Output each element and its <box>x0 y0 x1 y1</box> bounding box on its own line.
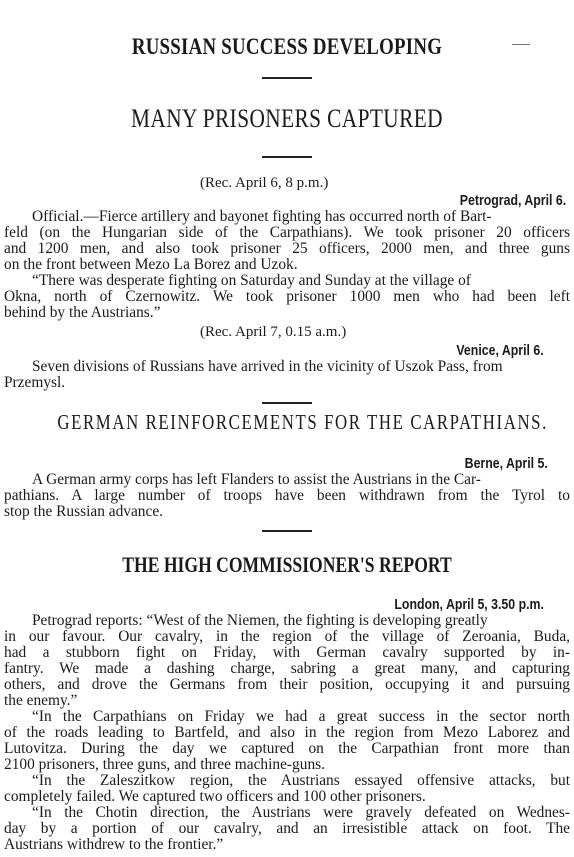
article-line: and 1200 men, and also took prisoner 25 officers, 2000 men, and three guns <box>4 241 570 257</box>
divider-rule <box>262 530 312 532</box>
headline-high-commissioner: THE HIGH COMMISSIONER'S REPORT <box>122 552 452 577</box>
dateline-berne: Berne, April 5. <box>464 456 548 472</box>
received-time-2: (Rec. April 7, 0.15 a.m.) <box>200 324 347 340</box>
dateline-venice: Venice, April 6. <box>456 343 544 359</box>
headline-many-prisoners: MANY PRISONERS CAPTURED <box>131 104 443 133</box>
article-line: Petrograd reports: “West of the Niemen, the fighting is developing greatly <box>32 613 488 629</box>
article-line: Okna, north of Czernowitz. We took prisoner 1000 men who had been left <box>4 289 570 305</box>
dateline-london: London, April 5, 3.50 p.m. <box>394 597 544 613</box>
article-line: completely failed. We captured two officers and 100 other prisoners. <box>4 789 426 805</box>
article-line: fantry. We made a dashing charge, sabring a great many, and capturing <box>4 661 570 677</box>
divider-rule <box>262 77 312 79</box>
article-line: “In the Carpathians on Friday we had a great success in the sector north <box>32 709 570 725</box>
divider-rule <box>262 402 312 404</box>
received-time-1: (Rec. April 6, 8 p.m.) <box>200 175 329 191</box>
article-line: Seven divisions of Russians have arrived in the vicinity of Uszok Pass, from <box>32 359 503 375</box>
article-line: “In the Zaleszitkow region, the Austrians essayed offensive attacks, but <box>32 773 570 789</box>
article-line: Official.—Fierce artillery and bayonet fighting has occurred north of Bart- <box>32 209 492 225</box>
headline-german-reinforcements: GERMAN REINFORCEMENTS FOR THE CARPATHIANS. <box>57 410 548 434</box>
article-line: “There was desperate fighting on Saturday and Sunday at the village of <box>32 273 471 289</box>
article-line: pathians. A large number of troops have been withdrawn from the Tyrol to <box>4 488 570 504</box>
article-line: “In the Chotin direction, the Austrians were gravely defeated on Wednes- <box>32 805 570 821</box>
article-line: on the front between Mezo La Borez and Uzok. <box>4 257 298 273</box>
divider-rule <box>262 156 312 158</box>
article-line: had a stubborn fight on Friday, with German cavalry supported by in- <box>4 645 570 661</box>
article-line: Lutovitza. During the day we captured on the Carpathian front more than <box>4 741 570 757</box>
print-mark <box>512 44 530 45</box>
article-line: A German army corps has left Flanders to assist the Austrians in the Car- <box>32 472 481 488</box>
article-line: feld (on the Hungarian side of the Carpathians). We took prisoner 20 officers <box>4 225 570 241</box>
article-line: Przemysl. <box>4 375 66 391</box>
article-line: behind by the Austrians.” <box>4 305 161 321</box>
article-line: Austrians withdrew to the frontier.” <box>4 837 224 853</box>
headline-russian-success: RUSSIAN SUCCESS DEVELOPING <box>131 34 443 59</box>
article-line: the enemy.” <box>4 693 78 709</box>
article-line: of the roads leading to Bartfeld, and also in the region from Mezo Laborez and <box>4 725 570 741</box>
article-line: 2100 prisoners, three guns, and three machine-guns. <box>4 757 325 773</box>
dateline-petrograd: Petrograd, April 6. <box>459 193 566 209</box>
article-line: stop the Russian advance. <box>4 504 164 520</box>
article-line: others, and drove the Germans from their position, occupying it and pursuing <box>4 677 570 693</box>
article-line: day by a portion of our cavalry, and an irresistible attack on foot. The <box>4 821 570 837</box>
article-line: in our favour. Our cavalry, in the region of the village of Zeroania, Buda, <box>4 629 570 645</box>
